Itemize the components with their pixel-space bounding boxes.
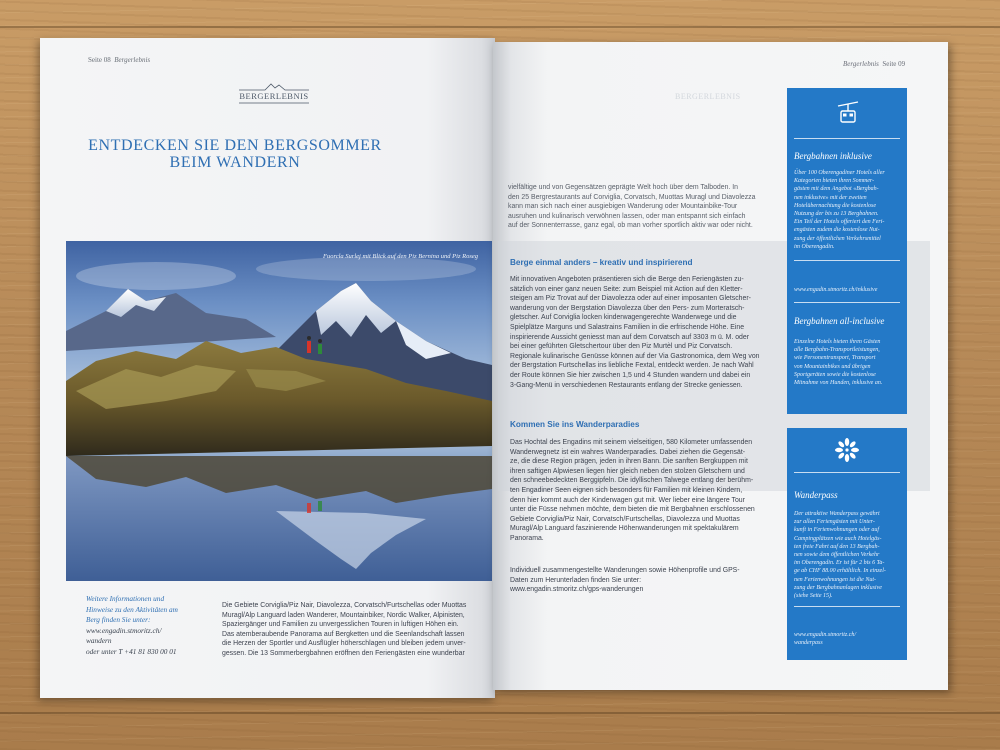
cable-car-icon: [837, 100, 859, 126]
text-line: der Route können Sie hier zwischen 1,5 und 4 Stunden wandern und dabei ein: [510, 371, 751, 379]
text-line: steigen am Piz Trovat auf der Diavolezza oder auf einer imposanten Gletscher-: [510, 295, 751, 303]
text-line: nen sowie dem öffentlichen Verkehr: [794, 552, 880, 559]
text-line: ausruhen und kulinarisch verwöhnen lassen, oder man entspannt sich einfach: [508, 212, 746, 220]
text-line: Das atemberaubende Panorama auf Bergketten und die Seenlandschaft lassen: [222, 630, 465, 638]
text-line: 3-Gang-Menü in verschiedenen Restaurants entlang der Strecke geniessen.: [510, 381, 743, 389]
text-line: wie Personentransport, Transport: [794, 355, 876, 362]
text-line: Regionale kulinarische Genüsse können auf der Via Gastronomica, dem Weg von: [510, 352, 760, 360]
info-link: wandern: [86, 636, 112, 645]
text-line: wanderung von der Bergstation Diavolezza über den Pers- zum Morteratsch-: [510, 304, 745, 312]
bergerlebnis-logo: [237, 82, 311, 106]
text-line: gessen. Die 13 Sommerbergbahnen eröffnen den Feriengästen eine wunderbar: [222, 649, 465, 657]
text-line: Der attraktive Wanderpass gewährt: [794, 511, 880, 517]
right-folio: [843, 60, 905, 68]
mountain-lake-photo: [66, 241, 492, 581]
edelweiss-icon: [835, 438, 859, 462]
section2-text: [510, 438, 772, 544]
text-line: Hotelübernachtung die kostenlose: [794, 202, 876, 209]
text-line: Spielplätze Marguns und Salastrains Familien in die erfrischende Höhe. Eine: [510, 323, 745, 331]
text-line: Daten zum Herunterladen finden Sie unter:: [510, 576, 641, 584]
divider: [794, 260, 900, 261]
text-line: Einzelne Hotels bieten ihren Gästen: [794, 339, 881, 345]
show-through-text: BERGERLEBNIS: [675, 92, 741, 101]
text-line: der Bergstation Furtschellas ins liebliche Fextal, entdeckt werden. Je nach Wahl: [510, 362, 754, 370]
text-line: den schneebedeckten Berggipfeln. Die idyllischen Talwege entlang der berühm-: [510, 477, 754, 485]
info-line: Hinweise zu den Aktivitäten am: [86, 604, 178, 614]
info-link: www.engadin.stmoritz.ch/: [86, 625, 162, 635]
more-info-note: [86, 594, 211, 657]
left-folio: [88, 56, 150, 64]
table-plank-seam: [0, 26, 1000, 28]
intro-text: [508, 183, 770, 231]
left-body-text: [222, 601, 472, 659]
wanderpass-info-box: [787, 428, 907, 660]
text-line: bei einer geführten Gletschertour über den Piz Murtèl und Piz Corvatsch.: [510, 343, 733, 351]
text-line: (siehe Seite 15).: [794, 593, 833, 600]
info-line: Weitere Informationen und: [86, 594, 165, 603]
divider: [794, 472, 900, 473]
info-phone: oder unter T +41 81 830 00 01: [86, 646, 177, 656]
bergbahnen-info-box: [787, 88, 907, 414]
info-line: Berg finden Sie unter:: [86, 615, 151, 624]
divider: [794, 606, 900, 607]
text-line: den 25 Bergrestaurants auf Corviglia, Corvatsch, Muottas Muragl und Diavolezza: [508, 193, 756, 201]
text-line: nen inklusive» mit der zweiten: [794, 194, 867, 201]
text-line: denn hier kommt auch der Kinderwagen gut mit. Wer lieber eine längere Tour: [510, 496, 745, 504]
text-line: ge ab CHF 88.00 erhältlich. In einzel-: [794, 568, 886, 575]
box-title: Bergbahnen all-inclusive: [794, 316, 885, 326]
table-plank-seam: [0, 712, 1000, 714]
text-line: Muragl/Alp Languard laden Wanderer, Mountainbiker, Nordic Walker, Alpinisten,: [222, 611, 465, 619]
text-line: alle Bergbahn-Transportleistungen,: [794, 347, 880, 354]
text-line: Das Hochtal des Engadins mit seinem vielseitigen, 580 Kilometer umfassenden: [510, 439, 753, 446]
text-line: Spaziergänger und Familien zu unvergesslichen Touren in luftigen Höhen ein.: [222, 621, 459, 629]
text-line: Kategorien bieten ihren Sommer-: [794, 178, 875, 185]
link-line: wanderpass: [794, 640, 823, 647]
section-name: Bergerlebnis: [843, 60, 879, 68]
text-line: ten freie Fahrt auf den 13 Bergbah-: [794, 543, 880, 550]
section-name: Bergerlebnis: [114, 56, 151, 64]
page-number: Seite 09: [882, 60, 906, 68]
section-heading: Berge einmal anders – kreativ und inspirierend: [510, 258, 693, 267]
text-line: sätzlich von einer ganz neuen Seite: zum Beispiel mit Action auf den Kletter-: [510, 285, 743, 293]
text-line: Sportgeräten sowie die kostenlose: [794, 371, 876, 378]
text-line: die Herzen der Sportler und Ausflügler höherschlagen und bleiben jedem unver-: [222, 640, 466, 648]
gps-link: www.engadin.stmoritz.ch/gps-wanderungen: [510, 586, 644, 594]
box-title: Bergbahnen inklusive: [794, 151, 872, 161]
text-line: zung der Bergbahnanlagen inklusive: [794, 584, 882, 591]
text-line: nen Ferienwohnungen ist die Nut-: [794, 576, 876, 583]
page-headline: [70, 137, 400, 171]
text-line: Ein Teil der Hotels offeriert den Feri-: [794, 219, 885, 226]
text-line: Muragl/Alp Languard faszinierende Höhenwanderungen mit spektakulärem: [510, 525, 739, 533]
text-line: Mit innovativen Angeboten präsentieren sich die Berge den Feriengästen zu-: [510, 276, 744, 283]
inklusive-link[interactable]: www.engadin.stmoritz.ch/inklusive: [794, 287, 878, 293]
text-line: im Oberengadin. Er ist für 2 bis 6 Ta-: [794, 560, 885, 567]
headline-line: BEIM WANDERN: [169, 154, 301, 171]
text-line: Über 100 Oberengadiner Hotels aller: [794, 170, 885, 176]
box-title: Wanderpass: [794, 490, 838, 500]
text-line: engästen zudem die kostenlose Nut-: [794, 227, 880, 234]
text-line: Die Gebiete Corviglia/Piz Nair, Diavolezza, Corvatsch/Furtschellas oder Muottas: [222, 602, 467, 609]
text-line: gletscher. Auf Corviglia locken kinderwagengerechte Wanderwege und die: [510, 314, 737, 322]
page-number: Seite 08: [88, 56, 111, 64]
text-line: ten Engadiner Seen eignen sich besonders für Familien mit kleinen Kindern,: [510, 486, 743, 494]
headline-line: ENTDECKEN SIE DEN BERGSOMMER: [88, 137, 382, 154]
text-line: ihren saftigen Alpwiesen liegen hier gleich neben den stolzen Gletschern und: [510, 467, 745, 475]
text-line: auf der Sonnenterrasse, ganz egal, ob man vorher sportlich aktiv war oder nicht.: [508, 222, 753, 230]
box-text: [794, 169, 902, 251]
gps-info: [510, 566, 772, 595]
text-line: Campingplätzen wie auch Hotelgäs-: [794, 535, 882, 542]
text-line: vielfältige und von Gegensätzen geprägte Welt hoch über dem Talboden. In: [508, 184, 738, 191]
text-line: gästen mit dem Angebot «Bergbah-: [794, 186, 879, 193]
text-line: Nutzung der bis zu 13 Bergbahnen.: [794, 211, 879, 218]
box-text: [794, 510, 902, 600]
text-line: Gebiete Corviglia/Piz Nair, Corvatsch/Furtschellas, Diavolezza und Muottas: [510, 515, 740, 523]
text-line: kunft in Ferienwohnungen oder auf: [794, 527, 879, 534]
text-line: kann man sich nach einer ausgiebigen Wanderung oder Mountainbike-Tour: [508, 203, 738, 211]
link-line: www.engadin.stmoritz.ch/: [794, 632, 857, 638]
text-line: ze, die diese Region prägen, jeden in ihren Bann. Die sanften Bergkuppen mit: [510, 458, 748, 466]
divider: [794, 138, 900, 139]
logo-text: BERGERLEBNIS: [239, 91, 309, 101]
text-line: Individuell zusammengestellte Wanderungen sowie Höhenprofile und GPS-: [510, 567, 740, 574]
text-line: unter die Füsse nehmen möchte, dem bieten die mit Bergbahnen erschlossenen: [510, 506, 755, 514]
divider: [794, 302, 900, 303]
text-line: Mitnahme von Hunden, inklusive an.: [794, 380, 883, 387]
box-text: [794, 338, 902, 387]
text-line: von Mountainbikes und übrigen: [794, 363, 871, 370]
text-line: inspirierende Aussicht geniesst man auf dem Corvatsch auf 3303 m ü. M. oder: [510, 333, 749, 341]
text-line: im Oberengadin.: [794, 243, 835, 250]
text-line: Wanderwegnetz ist ein wahres Wanderparadies. Dabei ziehen die Gegensät-: [510, 448, 746, 456]
text-line: zung der öffentlichen Verkehrsmittel: [794, 235, 881, 242]
photo-caption: Fuorcla Surlej mit Blick auf den Piz Bernina und Piz Roseg: [322, 253, 478, 260]
section-heading: Kommen Sie ins Wanderparadies: [510, 420, 640, 429]
text-line: zur allen Feriengästen mit Unter-: [794, 519, 875, 526]
section1-text: [510, 275, 772, 390]
wanderpass-link[interactable]: [794, 631, 856, 647]
text-line: Panorama.: [510, 534, 544, 542]
